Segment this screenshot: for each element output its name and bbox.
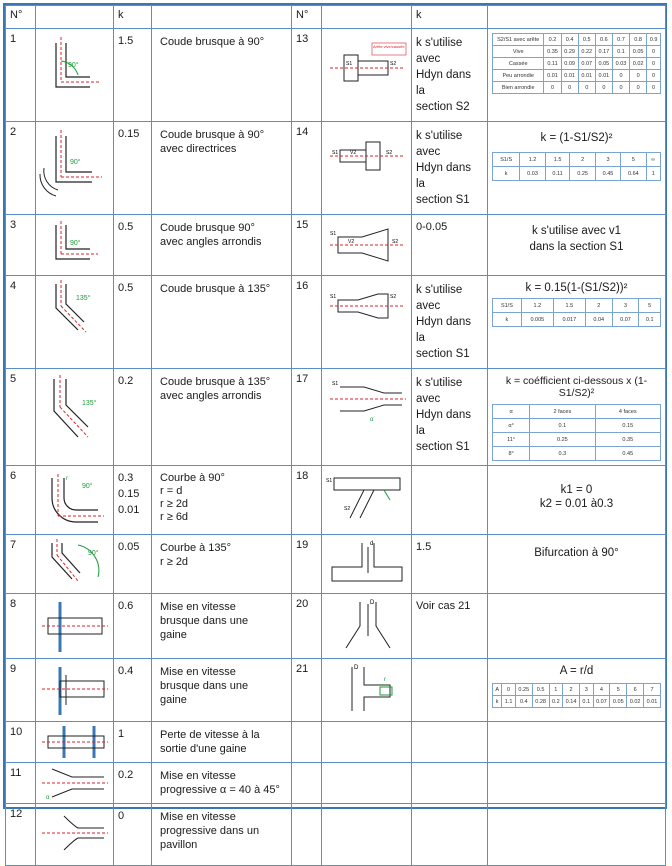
mini-table-cell: 0 bbox=[595, 82, 612, 94]
mini-table-cell: 0 bbox=[612, 70, 629, 82]
mini-table-cell: 0 bbox=[630, 70, 647, 82]
table-row: 3 90° 0.5 Coude brusque 90° avec angles arrondis 15 S1 V2 S2 0-0.05 k s'utilise avec v1 dans la section S1 bbox=[6, 215, 666, 276]
mini-table-cell: 6 bbox=[627, 684, 644, 696]
svg-text:Arête vive/cassée: Arête vive/cassée bbox=[373, 44, 405, 49]
figure-contraction bbox=[322, 369, 412, 466]
mini-table-cell: 3 bbox=[579, 684, 593, 696]
mini-table-cell: 0.17 bbox=[595, 46, 612, 58]
svg-text:S2: S2 bbox=[344, 506, 351, 512]
mini-table-cell: 1.1 bbox=[502, 696, 516, 708]
figure-elbow-90 bbox=[36, 29, 114, 122]
mini-table-cell: 0.9 bbox=[647, 34, 661, 46]
mini-table-cell: 0 bbox=[561, 82, 578, 94]
svg-text:S2: S2 bbox=[386, 150, 393, 156]
mini-table-cell: k bbox=[493, 696, 502, 708]
svg-text:S2: S2 bbox=[390, 294, 397, 300]
mini-table-cell: 0.01 bbox=[544, 70, 561, 82]
figure-elbow-90-vanes bbox=[36, 122, 114, 215]
mini-table-cell: 0.4 bbox=[515, 696, 532, 708]
figure-tee-bifurcation bbox=[322, 535, 412, 594]
mini-table-cell: 0.03 bbox=[612, 58, 629, 70]
mini-table-row bbox=[493, 433, 661, 447]
mini-table-cell: 0 bbox=[647, 58, 661, 70]
svg-text:S1: S1 bbox=[330, 231, 337, 237]
mini-table-cell: 0 bbox=[647, 46, 661, 58]
figure-elbow-135-rounded bbox=[36, 369, 114, 466]
figure-branch-21 bbox=[322, 659, 412, 722]
mini-table-cell: 0.25 bbox=[570, 167, 595, 181]
table-row: 6 90° r 0.3 0.15 0.01 Courbe à 90° r = d r ≥ 2d r ≥ 6d 18 S1 S2 k1 = 0 k2 = 0.01 à0.3 bbox=[6, 466, 666, 535]
mini-table-cell: 0.05 bbox=[610, 696, 627, 708]
note-15: k s'utilise avec v1 dans la section S1 bbox=[488, 215, 666, 276]
mini-table-cell: 4 bbox=[593, 684, 610, 696]
figure-duct-inlet bbox=[36, 594, 114, 659]
mini-table-row bbox=[493, 34, 661, 46]
mini-table-cell: 0 bbox=[647, 82, 661, 94]
mini-table-cell: k bbox=[493, 313, 522, 327]
loss-coefficient-table bbox=[5, 5, 666, 866]
mini-table-cell: 0.2 bbox=[549, 696, 563, 708]
mini-table-cell: 0.02 bbox=[627, 696, 644, 708]
mini-table-cell: 1 bbox=[549, 684, 563, 696]
svg-text:V2: V2 bbox=[350, 150, 357, 156]
mini-table-row bbox=[493, 447, 661, 461]
mini-table-row bbox=[493, 684, 661, 696]
mini-table-cell: 0.017 bbox=[553, 313, 585, 327]
header-row bbox=[6, 6, 666, 29]
svg-text:α: α bbox=[46, 795, 50, 801]
note-19: Bifurcation à 90° bbox=[488, 535, 666, 594]
mini-table-cell: 0.01 bbox=[644, 696, 661, 708]
mini-table-cell: 0.2 bbox=[544, 34, 561, 46]
svg-text:90°: 90° bbox=[88, 550, 99, 557]
table-row: 8 0.6 Mise en vitesse brusque dans une gaine 20 D Voir cas 21 bbox=[6, 594, 666, 659]
mini-table-cell: 0.11 bbox=[544, 58, 561, 70]
svg-text:α: α bbox=[370, 417, 374, 423]
mini-table-cell: Vive bbox=[493, 46, 544, 58]
mini-table-cell: 11° bbox=[493, 433, 530, 447]
svg-text:S1: S1 bbox=[346, 61, 353, 67]
table-row: 1 90° 1.5 Coude brusque à 90° 13 Arête vive/cassée S1 S2 k s'utilise avec Hdyn dans la section S2 S2/S1 avec arête 0.2 0.4 0.5 0.6 0.7 0.8 0.9 Vive 0.35 0.29 0.22 0.17 0.1 0.05 0 Cassée 0.11 0.09 0.07 0.05 0.03 0.02 0 Peu arrondie 0.01 0.01 0.01 0.01 0 0 0 Bien arrondie 0 0 0 0 0 0 0 bbox=[6, 29, 666, 122]
mini-table-cell: 2 faces bbox=[530, 405, 595, 419]
mini-table-cell: Peu arrondie bbox=[493, 70, 544, 82]
svg-text:135°: 135° bbox=[76, 295, 91, 302]
mini-table-cell: 0.6 bbox=[595, 34, 612, 46]
mini-table-cell: S1/S bbox=[493, 299, 522, 313]
mini-table-cell: 0.09 bbox=[561, 58, 578, 70]
mini-table-cell: 0.28 bbox=[532, 696, 549, 708]
svg-text:D: D bbox=[370, 600, 375, 606]
figure-abrupt-contraction bbox=[322, 29, 412, 122]
mini-table-cell: 0.3 bbox=[530, 447, 595, 461]
svg-text:90°: 90° bbox=[70, 159, 81, 166]
svg-text:S2: S2 bbox=[392, 239, 399, 245]
table-row: 5 135° 0.2 Coude brusque à 135° avec angles arrondis 17 S1 α k s'utilise avec Hdyn dans la section S1 k = coéfficient ci-dessous x (1-S1/S2)² α 2 faces 4 faces α° 0.1 0.15 11° 0.25 0.35 8° 0.3 0.45 bbox=[6, 369, 666, 466]
table-row: 9 0.4 Mise en vitesse brusque dans une gaine 21 D r A = r/d A 0 0.25 0.5 1 2 3 4 5 6 7 k 1.1 0.4 0.28 0.2 0.14 0.1 0.07 0.05 0.02 0.01 bbox=[6, 659, 666, 722]
figure-abrupt-expansion bbox=[322, 122, 412, 215]
svg-text:d: d bbox=[370, 541, 374, 547]
table-frame bbox=[3, 3, 667, 851]
mini-table-row bbox=[493, 82, 661, 94]
mini-table-cell: 0.5 bbox=[578, 34, 595, 46]
mini-table-cell: 0.01 bbox=[578, 70, 595, 82]
mini-table-cell: 0.03 bbox=[520, 167, 545, 181]
mini-table-cell: 1.5 bbox=[545, 153, 570, 167]
mini-table-cell: 2 bbox=[585, 299, 612, 313]
mini-table-cell: 3 bbox=[612, 299, 639, 313]
mini-table-cell: ∞ bbox=[646, 153, 660, 167]
mini-table-cell: 7 bbox=[644, 684, 661, 696]
mini-table-cell: k bbox=[493, 167, 520, 181]
mini-table-cell: S1/S bbox=[493, 153, 520, 167]
figure-duct-outlet bbox=[36, 722, 114, 763]
figure-elbow-135 bbox=[36, 276, 114, 369]
table-row: 12 0 Mise en vitesse progressive dans un pavillon bbox=[6, 804, 666, 866]
svg-text:S1: S1 bbox=[330, 294, 337, 300]
mini-table-cell: 0.04 bbox=[585, 313, 612, 327]
mini-table-cell: 0 bbox=[612, 82, 629, 94]
mini-table-cell: Bien arrondie bbox=[493, 82, 544, 94]
mini-table-cell: 0.15 bbox=[595, 419, 660, 433]
mini-table-cell: 0.8 bbox=[630, 34, 647, 46]
mini-table-cell: 2 bbox=[570, 153, 595, 167]
mini-table-row bbox=[493, 153, 661, 167]
mini-table-cell: 0.1 bbox=[579, 696, 593, 708]
mini-table-cell: 0.02 bbox=[630, 58, 647, 70]
mini-table-row bbox=[493, 58, 661, 70]
mini-table-cell: 0.14 bbox=[563, 696, 580, 708]
formula-21: A = r/d A 0 0.25 0.5 1 2 3 4 5 6 7 k 1.1 0.4 0.28 0.2 0.14 0.1 0.07 0.05 0.02 0.01 bbox=[488, 659, 666, 722]
mini-table-cell: 0.005 bbox=[521, 313, 553, 327]
svg-text:S1: S1 bbox=[332, 150, 339, 156]
table-row: 10 1 Perte de vitesse à la sortie d'une gaine bbox=[6, 722, 666, 763]
mini-table-cell: 0.01 bbox=[561, 70, 578, 82]
mini-table-cell: 0.35 bbox=[544, 46, 561, 58]
figure-curve-135 bbox=[36, 535, 114, 594]
mini-table-cell: 0.05 bbox=[630, 46, 647, 58]
mini-table-row bbox=[493, 419, 661, 433]
mini-table-cell: α° bbox=[493, 419, 530, 433]
formula-17: k = coéfficient ci-dessous x (1-S1/S2)² α 2 faces 4 faces α° 0.1 0.15 11° 0.25 0.35 8° 0.3 0.45 bbox=[488, 369, 666, 466]
table-row: 7 90° 0.05 Courbe à 135° r ≥ 2d 19 d 1.5 Bifurcation à 90° bbox=[6, 535, 666, 594]
mini-table-cell: Cassée bbox=[493, 58, 544, 70]
mini-table-cell: 0.1 bbox=[530, 419, 595, 433]
table-row: 2 90° 0.15 Coude brusque à 90° avec directrices 14 S1 V2 S2 k s'utilise avec Hdyn dans la section S1 k = (1-S1/S2)² S1/S 1.2 1.5 2 3 5 ∞ k 0.03 0.11 0.25 0.45 0.64 1 bbox=[6, 122, 666, 215]
mini-table-cell: 0.29 bbox=[561, 46, 578, 58]
svg-text:S2: S2 bbox=[390, 61, 397, 67]
svg-text:S1: S1 bbox=[326, 478, 333, 484]
svg-text:90°: 90° bbox=[70, 240, 81, 247]
mini-table-cell: 3 bbox=[595, 153, 620, 167]
mini-table-cell: 0.45 bbox=[595, 167, 620, 181]
mini-table-cell: 0.5 bbox=[532, 684, 549, 696]
svg-text:D: D bbox=[354, 665, 359, 671]
mini-table-cell: 4 faces bbox=[595, 405, 660, 419]
mini-table-cell: 0.22 bbox=[578, 46, 595, 58]
figure-progressive-expansion bbox=[322, 215, 412, 276]
table-13 bbox=[488, 29, 666, 122]
figure-curve-90 bbox=[36, 466, 114, 535]
figure-y-branch bbox=[322, 594, 412, 659]
mini-table-cell: 0.1 bbox=[612, 46, 629, 58]
mini-table-cell: 5 bbox=[639, 299, 661, 313]
mini-table-cell: 1.2 bbox=[520, 153, 545, 167]
mini-table-cell: 0.07 bbox=[593, 696, 610, 708]
mini-table-row bbox=[493, 46, 661, 58]
mini-table-cell: 0.7 bbox=[612, 34, 629, 46]
mini-table-cell: 0.07 bbox=[578, 58, 595, 70]
mini-table-cell: 0.25 bbox=[515, 684, 532, 696]
mini-table-row bbox=[493, 313, 661, 327]
mini-table-cell: 5 bbox=[621, 153, 646, 167]
mini-table-cell: 0.11 bbox=[545, 167, 570, 181]
figure-branch-18 bbox=[322, 466, 412, 535]
mini-table-cell: 0.45 bbox=[595, 447, 660, 461]
mini-table-cell: A bbox=[493, 684, 502, 696]
mini-table-cell: 0 bbox=[502, 684, 516, 696]
mini-table-cell: 1.2 bbox=[521, 299, 553, 313]
mini-table-cell: 2 bbox=[563, 684, 580, 696]
formula-14: k = (1-S1/S2)² S1/S 1.2 1.5 2 3 5 ∞ k 0.03 0.11 0.25 0.45 0.64 1 bbox=[488, 122, 666, 215]
mini-table-cell: 0.64 bbox=[621, 167, 646, 181]
svg-text:r: r bbox=[384, 677, 386, 683]
figure-duct-inlet-flanged bbox=[36, 659, 114, 722]
table-row: 11 α 0.2 Mise en vitesse progressive α = 40 à 45° bbox=[6, 763, 666, 804]
mini-table-row bbox=[493, 405, 661, 419]
mini-table-cell: 0.25 bbox=[530, 433, 595, 447]
angle-label: 90° bbox=[68, 62, 79, 69]
figure-progressive-inlet bbox=[36, 763, 114, 804]
mini-table-cell: 1 bbox=[646, 167, 660, 181]
mini-table-cell: 8° bbox=[493, 447, 530, 461]
mini-table-cell: S2/S1 avec arête bbox=[493, 34, 544, 46]
svg-text:r: r bbox=[66, 476, 68, 482]
svg-text:S1: S1 bbox=[332, 381, 339, 387]
header-n-right: N° bbox=[292, 6, 322, 29]
figure-elbow-rounded bbox=[36, 215, 114, 276]
mini-table-cell: 0.35 bbox=[595, 433, 660, 447]
mini-table-row bbox=[493, 299, 661, 313]
figure-diffuser bbox=[322, 276, 412, 369]
mini-table-cell: 0 bbox=[647, 70, 661, 82]
svg-text:135°: 135° bbox=[82, 400, 97, 407]
table-row: 4 135° 0.5 Coude brusque à 135° 16 S1 S2 k s'utilise avec Hdyn dans la section S1 k = 0.15(1-(S1/S2))² S1/S 1.2 1.5 2 3 5 k 0.005 0.017 0.04 0.07 0.1 bbox=[6, 276, 666, 369]
mini-table-cell: 0.1 bbox=[639, 313, 661, 327]
svg-text:V2: V2 bbox=[348, 239, 355, 245]
mini-table-cell: 0.07 bbox=[612, 313, 639, 327]
mini-table-row bbox=[493, 70, 661, 82]
formula-16: k = 0.15(1-(S1/S2))² S1/S 1.2 1.5 2 3 5 k 0.005 0.017 0.04 0.07 0.1 bbox=[488, 276, 666, 369]
mini-table-cell: 5 bbox=[610, 684, 627, 696]
mini-table-cell: 0.01 bbox=[595, 70, 612, 82]
mini-table-cell: 1.5 bbox=[553, 299, 585, 313]
mini-table-row bbox=[493, 696, 661, 708]
header-k-left: k bbox=[114, 6, 152, 29]
mini-table-row bbox=[493, 167, 661, 181]
header-n-left: N° bbox=[6, 6, 36, 29]
mini-table-cell: 0.4 bbox=[561, 34, 578, 46]
mini-table-cell: 0 bbox=[578, 82, 595, 94]
mini-table-cell: α bbox=[493, 405, 530, 419]
header-k-right: k bbox=[412, 6, 488, 29]
svg-text:90°: 90° bbox=[82, 483, 93, 490]
mini-table-cell: 0 bbox=[544, 82, 561, 94]
mini-table-cell: 0.05 bbox=[595, 58, 612, 70]
note-18: k1 = 0 k2 = 0.01 à0.3 bbox=[488, 466, 666, 535]
mini-table-cell: 0 bbox=[630, 82, 647, 94]
